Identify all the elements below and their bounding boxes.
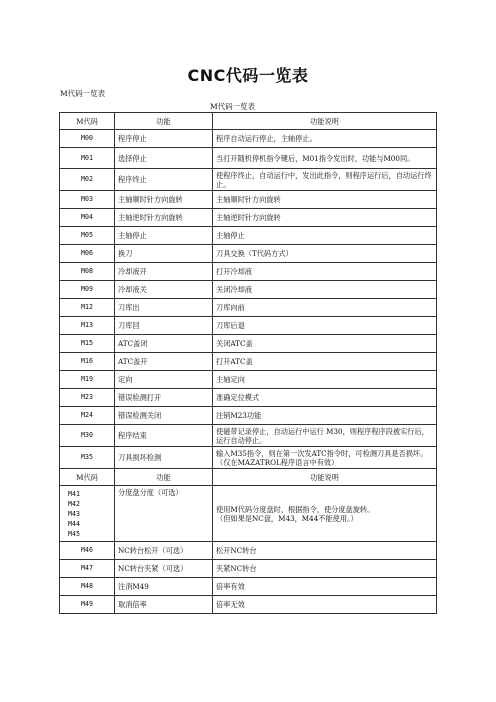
description-line: 使用M代码分度盘时，根据指令，使分度盘旋转。 xyxy=(216,504,375,514)
table-row xyxy=(60,209,437,227)
page-subtitle: M代码一览表 xyxy=(60,89,106,98)
description-cell: 打开ATC盖 xyxy=(213,353,437,371)
description-cell: 使程序终止，自动运行中，发出此指令，则程序运行后，自动运行终止。 xyxy=(213,169,437,191)
m-code-group-item: M43 xyxy=(68,509,80,518)
function-cell: 分度盘分度（可选） xyxy=(115,486,213,542)
m-code-cell: M08 xyxy=(60,263,115,281)
header-function: 功能 xyxy=(115,469,213,486)
m-code-cell: M48 xyxy=(60,578,115,596)
description-cell: 输入M35指令，则在第一次发ATC指令时，可检测刀具是否损坏。（仅在MAZATROL程序语言中有效） xyxy=(213,447,437,469)
description-cell: 关闭冷却液 xyxy=(213,281,437,299)
function-cell: 刀库回 xyxy=(115,317,213,335)
header-description: 功能说明 xyxy=(213,113,437,130)
m-code-cell: M01 xyxy=(60,148,115,169)
m-code-cell: M16 xyxy=(60,353,115,371)
table-row xyxy=(60,425,437,447)
table-row xyxy=(60,227,437,245)
description-cell: 使磁带记录停止，自动运行中运行 M30，则程序程序段被实行后，运行自动停止。 xyxy=(213,425,437,447)
description-cell: 主轴顺时针方向旋转 xyxy=(213,191,437,209)
table-row xyxy=(60,407,437,425)
function-cell: ATC盖开 xyxy=(115,353,213,371)
description-cell: 主轴定向 xyxy=(213,371,437,389)
function-cell: 刀具损坏检测 xyxy=(115,447,213,469)
table-row xyxy=(60,353,437,371)
m-code-cell: M30 xyxy=(60,425,115,447)
m-code-group-item: M41 xyxy=(68,489,80,498)
description-cell: 主轴停止 xyxy=(213,227,437,245)
description-cell: 刀库后退 xyxy=(213,317,437,335)
function-cell: 错误检测关闭 xyxy=(115,407,213,425)
header-code: M代码 xyxy=(60,113,115,130)
function-cell: 选择停止 xyxy=(115,148,213,169)
function-cell: 注消M49 xyxy=(115,578,213,596)
table-row xyxy=(60,371,437,389)
description-cell: 关闭ATC盖 xyxy=(213,335,437,353)
description-cell xyxy=(213,486,437,542)
header-function: 功能 xyxy=(115,113,213,130)
function-cell: 主轴逆时针方向旋转 xyxy=(115,209,213,227)
m-code-cell: M12 xyxy=(60,299,115,317)
function-cell: NC转台松开（可选） xyxy=(115,542,213,560)
function-cell: 定向 xyxy=(115,371,213,389)
table-header-row-2 xyxy=(60,469,437,486)
function-cell: 程序停止 xyxy=(115,130,213,148)
description-cell: 刀具交换（T代码方式） xyxy=(213,245,437,263)
table-row xyxy=(60,130,437,148)
function-cell: NC转台夹紧（可选） xyxy=(115,560,213,578)
description-cell: 当打开随机停机指令键后，M01指令发出时，功能与M00同。 xyxy=(213,148,437,169)
function-cell: 错误检测打开 xyxy=(115,389,213,407)
table-row xyxy=(60,281,437,299)
m-code-cell: M13 xyxy=(60,317,115,335)
description-cell: 倍率无效 xyxy=(213,596,437,614)
table-row xyxy=(60,245,437,263)
description-cell: 打开冷却液 xyxy=(213,263,437,281)
m-code-cell: M23 xyxy=(60,389,115,407)
m-code-cell: M47 xyxy=(60,560,115,578)
description-cell: 注销M23功能 xyxy=(213,407,437,425)
header-description: 功能说明 xyxy=(213,469,437,486)
function-cell: ATC盖闭 xyxy=(115,335,213,353)
table-row xyxy=(60,560,437,578)
description-cell: 刀库向前 xyxy=(213,299,437,317)
m-code-cell: M06 xyxy=(60,245,115,263)
table-row xyxy=(60,263,437,281)
m-code-cell: M19 xyxy=(60,371,115,389)
m-code-cell: M03 xyxy=(60,191,115,209)
m-code-cell: M02 xyxy=(60,169,115,191)
table-row xyxy=(60,578,437,596)
table-row xyxy=(60,169,437,191)
table-row xyxy=(60,335,437,353)
description-cell: 倍率有效 xyxy=(213,578,437,596)
table-row-group xyxy=(60,486,437,542)
page-title: CNC代码一览表 xyxy=(187,66,309,85)
function-cell: 程序结束 xyxy=(115,425,213,447)
table-header-row xyxy=(60,113,437,130)
m-code-cell: M05 xyxy=(60,227,115,245)
function-cell: 换刀 xyxy=(115,245,213,263)
table-row xyxy=(60,299,437,317)
m-code-cell: M35 xyxy=(60,447,115,469)
function-cell: 冷却液关 xyxy=(115,281,213,299)
table-row xyxy=(60,148,437,169)
table-row xyxy=(60,191,437,209)
description-cell: 夹紧NC转台 xyxy=(213,560,437,578)
m-code-cell: M09 xyxy=(60,281,115,299)
table-row xyxy=(60,389,437,407)
m-code-cell: M15 xyxy=(60,335,115,353)
m-code-table xyxy=(59,112,437,614)
function-cell: 程序终止 xyxy=(115,169,213,191)
description-cell: 准确定位模式 xyxy=(213,389,437,407)
description-line: （但如果是NC盘，M43，M44不能使用。） xyxy=(216,513,358,523)
m-code-cell: M04 xyxy=(60,209,115,227)
description-cell: 主轴逆时针方向旋转 xyxy=(213,209,437,227)
table-caption: M代码一览表 xyxy=(210,102,256,111)
m-code-cell: M00 xyxy=(60,130,115,148)
description-cell: 程序自动运行停止，主轴停止。 xyxy=(213,130,437,148)
table-row xyxy=(60,596,437,614)
function-cell: 主轴顺时针方向旋转 xyxy=(115,191,213,209)
m-code-group-cell xyxy=(60,486,115,542)
m-code-cell: M24 xyxy=(60,407,115,425)
m-code-group-item: M42 xyxy=(68,499,80,508)
description-cell: 松开NC转台 xyxy=(213,542,437,560)
table-row xyxy=(60,542,437,560)
m-code-group-item: M45 xyxy=(68,529,80,538)
function-cell: 刀库出 xyxy=(115,299,213,317)
function-cell: 冷却液开 xyxy=(115,263,213,281)
m-code-cell: M46 xyxy=(60,542,115,560)
function-cell: 主轴停止 xyxy=(115,227,213,245)
header-code: M代码 xyxy=(60,469,115,486)
table-row xyxy=(60,447,437,469)
m-code-group-item: M44 xyxy=(68,519,80,528)
table-row xyxy=(60,317,437,335)
function-cell: 取消倍率 xyxy=(115,596,213,614)
m-code-cell: M49 xyxy=(60,596,115,614)
